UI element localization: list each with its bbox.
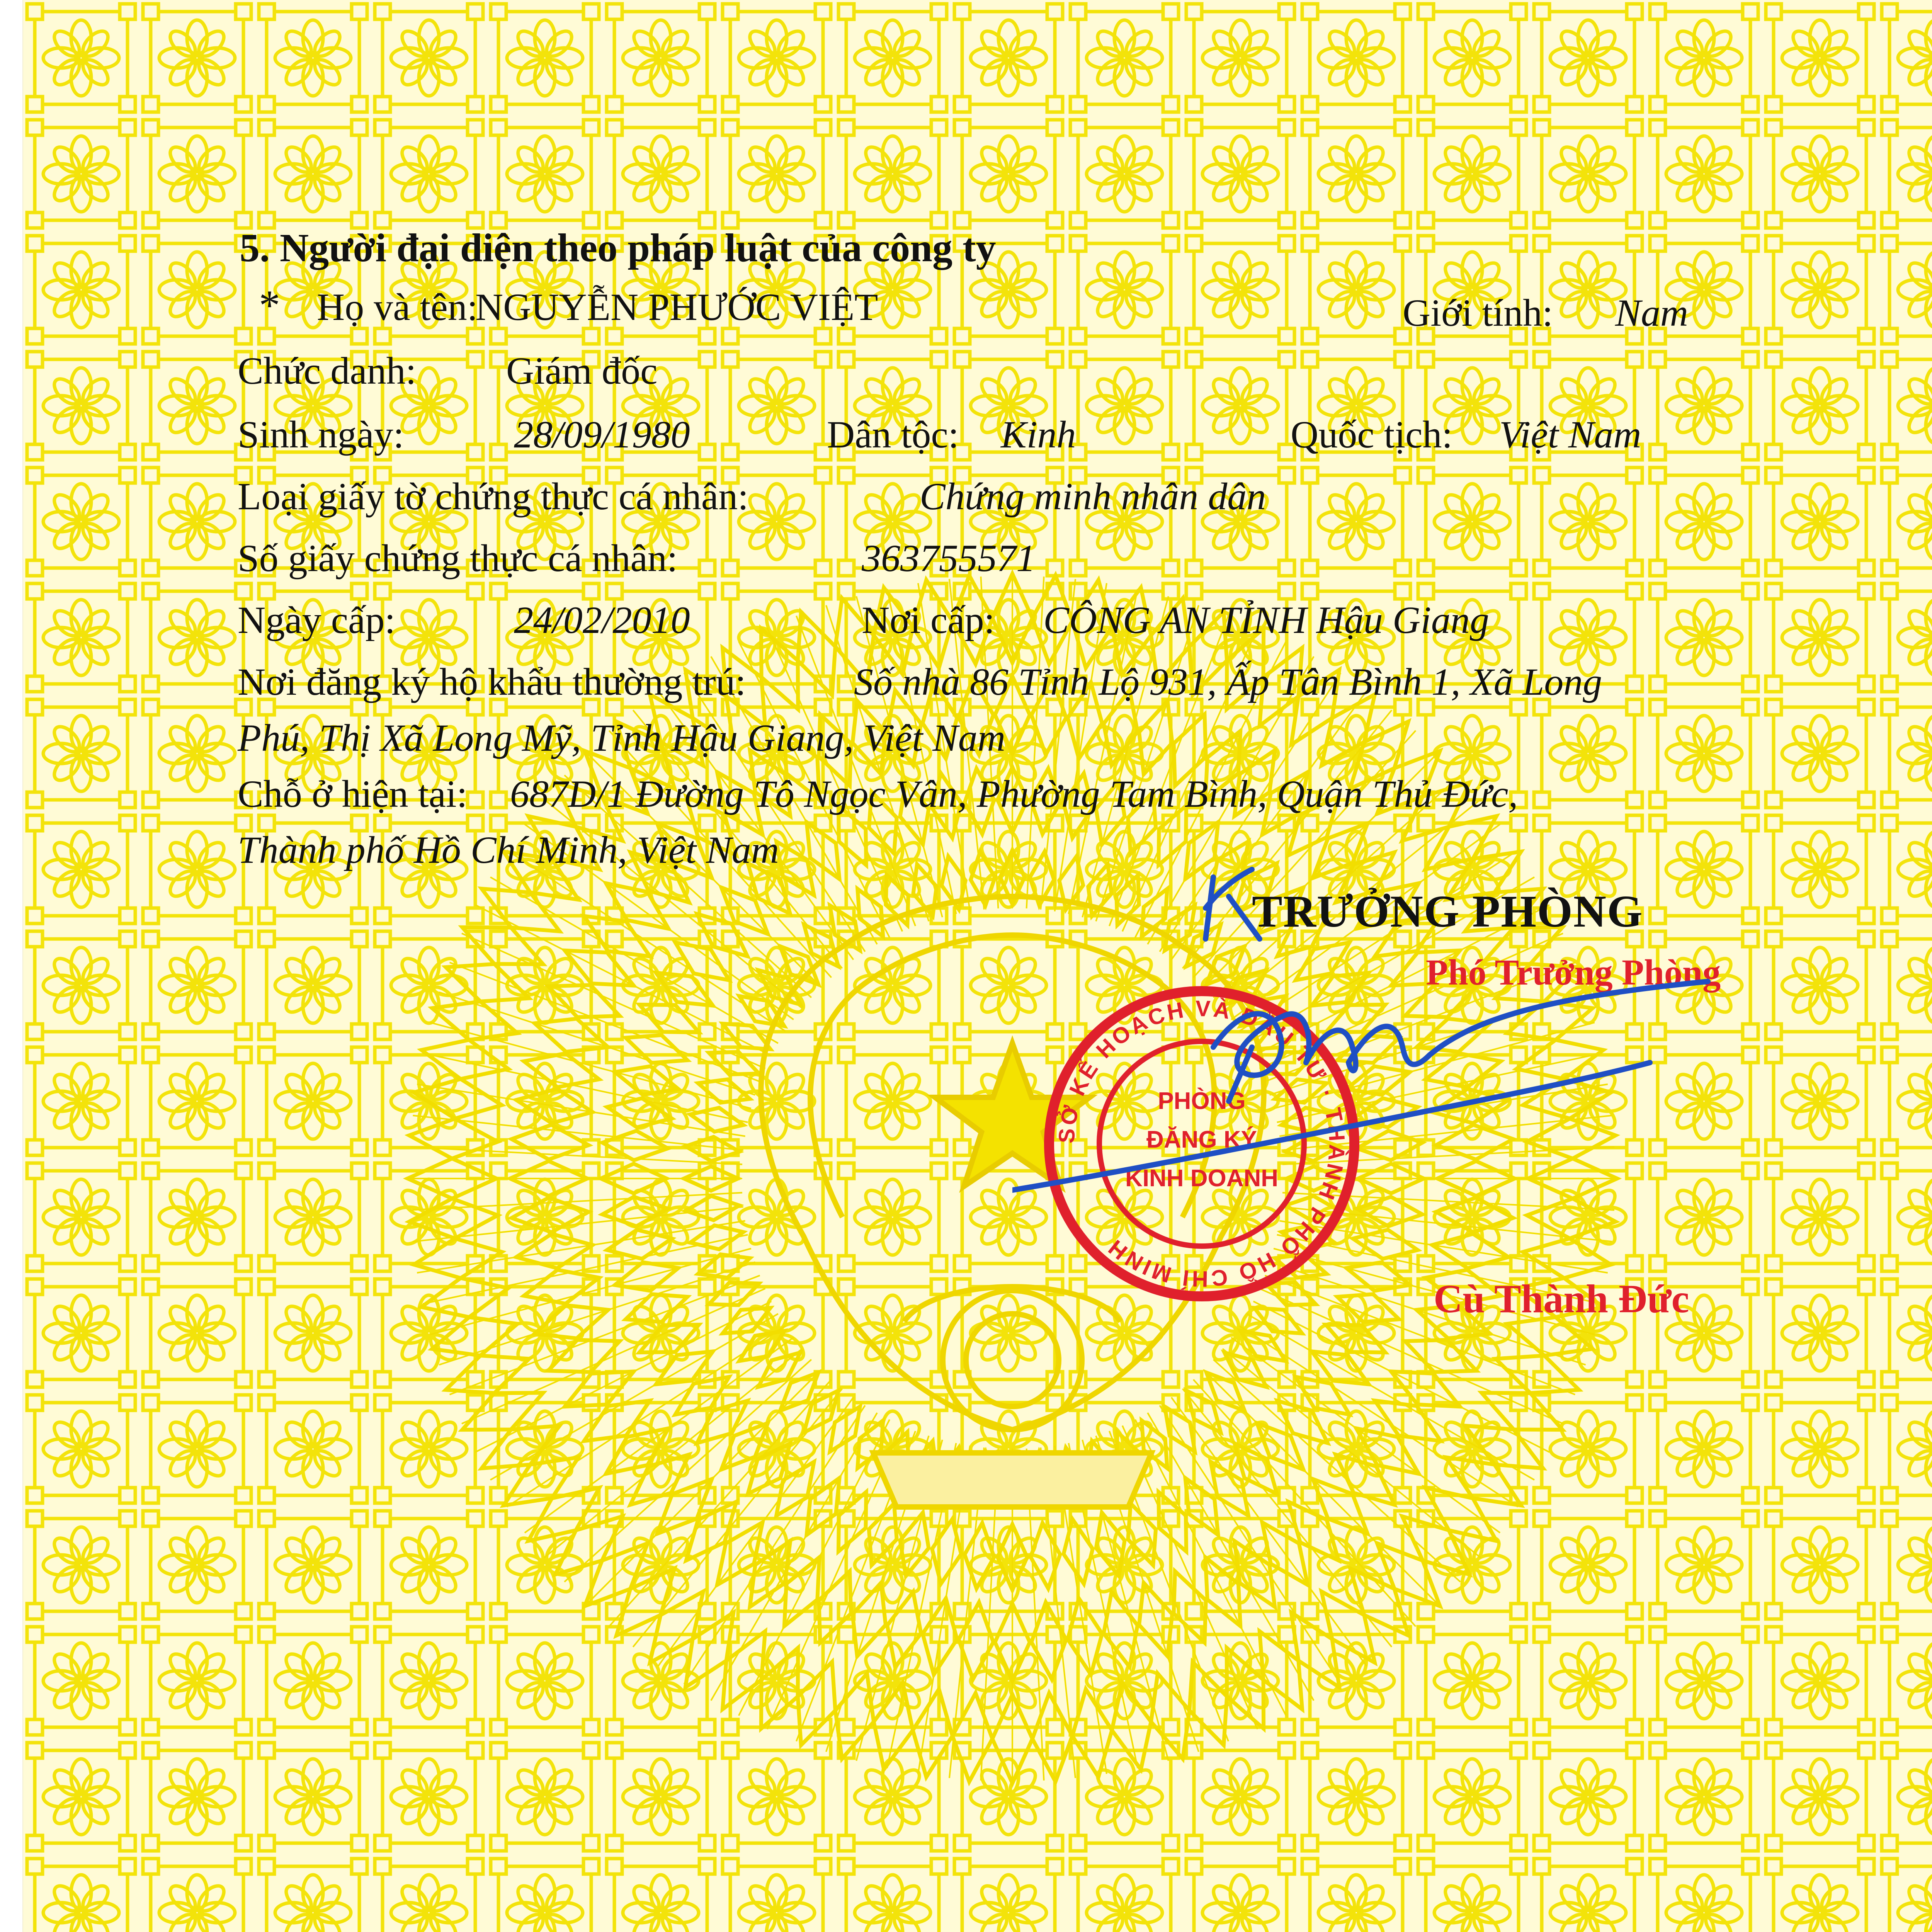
id-type-label: Loại giấy tờ chứng thực cá nhân: <box>238 475 748 518</box>
signatory-title: TRƯỞNG PHÒNG <box>1252 886 1643 937</box>
issue-date-value: 24/02/2010 <box>514 599 690 641</box>
id-type-value: Chứng minh nhân dân <box>920 475 1266 518</box>
signatory-deputy-title: Phó Trưởng Phòng <box>1426 952 1721 993</box>
stamp-line-2: ĐĂNG KÝ <box>1146 1126 1257 1153</box>
current-address-line1: 687D/1 Đường Tô Ngọc Vân, Phường Tam Bình, Quận Thủ Đức, <box>510 772 1518 815</box>
nationality-label: Quốc tịch: <box>1291 413 1453 456</box>
id-number-label: Số giấy chứng thực cá nhân: <box>238 537 678 580</box>
section-heading: 5. Người đại diện theo pháp luật của công ty <box>240 226 996 270</box>
issue-place-label: Nơi cấp: <box>862 599 995 641</box>
position-label: Chức danh: <box>238 349 417 392</box>
name-value: NGUYỄN PHƯỚC VIỆT <box>475 286 878 328</box>
position-value: Giám đốc <box>506 349 658 392</box>
name-label: Họ và tên: <box>317 286 478 328</box>
stamp-line-1: PHÒNG <box>1158 1088 1246 1114</box>
gender-value: Nam <box>1615 291 1688 334</box>
current-address-label: Chỗ ở hiện tại: <box>238 772 468 815</box>
bullet-mark: * <box>259 282 280 329</box>
issue-place-value: CÔNG AN TỈNH Hậu Giang <box>1043 599 1489 641</box>
stamp-line-3: KINH DOANH <box>1125 1165 1279 1192</box>
dob-label: Sinh ngày: <box>238 413 404 456</box>
handwritten-signature <box>1012 831 1747 1256</box>
permanent-address-line2: Phú, Thị Xã Long Mỹ, Tỉnh Hậu Giang, Việt Nam <box>238 716 1006 759</box>
nationality-value: Việt Nam <box>1499 413 1641 456</box>
ethnicity-value: Kinh <box>1001 413 1076 456</box>
issue-date-label: Ngày cấp: <box>238 599 396 641</box>
permanent-address-label: Nơi đăng ký hộ khẩu thường trú: <box>238 660 746 703</box>
id-number-value: 363755571 <box>862 537 1036 580</box>
certificate-page <box>23 0 1932 1932</box>
gender-label: Giới tính: <box>1403 291 1553 334</box>
ethnicity-label: Dân tộc: <box>827 413 959 456</box>
signatory-name: Cù Thành Đức <box>1434 1277 1689 1321</box>
stamp-outer-text: SỞ KẾ HOẠCH VÀ ĐẦU TƯ · THÀNH PHỐ HỒ CHÍ MINH <box>1054 996 1350 1292</box>
dob-value: 28/09/1980 <box>514 413 690 456</box>
permanent-address-line1: Số nhà 86 Tỉnh Lộ 931, Ấp Tân Bình 1, Xã Long <box>854 660 1602 703</box>
current-address-line2: Thành phố Hồ Chí Minh, Việt Nam <box>238 828 779 871</box>
